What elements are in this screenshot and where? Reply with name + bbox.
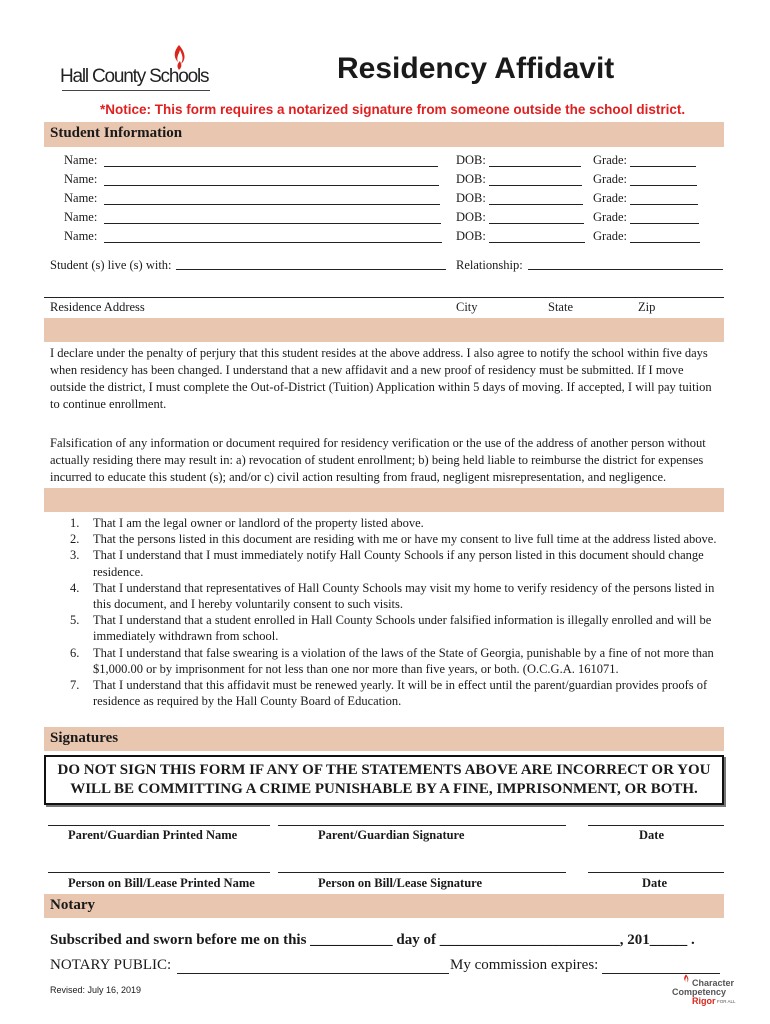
list-item: 1. That I am the legal owner or landlord of the property listed above. [70, 516, 424, 530]
grade-label: Grade: [593, 191, 628, 205]
logo-underline [62, 90, 210, 91]
grade-field[interactable] [630, 223, 699, 224]
grade-field[interactable] [630, 204, 698, 205]
student-info-band [44, 122, 724, 147]
dob-label: DOB: [456, 210, 486, 224]
name-label: Name: [64, 172, 98, 186]
date-label: Date [642, 876, 667, 890]
name-label: Name: [64, 229, 98, 243]
grade-label: Grade: [593, 210, 628, 224]
dob-field[interactable] [489, 185, 582, 186]
name-field[interactable] [104, 166, 438, 167]
date-field[interactable] [588, 872, 724, 873]
tagline-competency: Competency [672, 987, 727, 997]
footer-logo [668, 972, 738, 1008]
dob-field[interactable] [489, 204, 583, 205]
date-label: Date [639, 828, 664, 842]
dob-label: DOB: [456, 172, 486, 186]
page-title: Residency Affidavit [337, 52, 615, 85]
name-field[interactable] [104, 185, 439, 186]
live-with-field[interactable] [176, 269, 446, 270]
signatures-band [44, 727, 724, 751]
warning-box [44, 755, 724, 805]
warning-text: DO NOT SIGN THIS FORM IF ANY OF THE STATEMENTS ABOVE ARE INCORRECT OR YOU WILL BE COMMITTING A CRIME PUNISHABLE BY A FINE, IMPRISONMENT, OR BOTH. [57, 762, 711, 797]
dob-field[interactable] [489, 242, 585, 243]
logo [60, 44, 210, 92]
grade-field[interactable] [630, 185, 697, 186]
bill-signature-field[interactable] [278, 872, 566, 873]
list-item: 6. That I understand that false swearing is a violation of the laws of the State of Georgia, punishable by a fine of not more than $1,000.00 or by imprisonment for not less than one nor more than five years, or both. (O.C.G.A. 161071. [70, 645, 714, 676]
dob-field[interactable] [489, 223, 584, 224]
list-item: 4. That I understand that representatives of Hall County Schools may visit my home to verify residency of the persons listed in this document, and I hereby voluntarily consent to such visits. [70, 580, 715, 612]
tagline-character: Character [692, 978, 735, 988]
parent-printed-name-field[interactable] [48, 825, 270, 826]
dob-label: DOB: [456, 229, 486, 243]
dob-label: DOB: [456, 191, 486, 205]
bill-printed-name-label: Person on Bill/Lease Printed Name [68, 876, 255, 890]
tagline-rigor: Rigor [692, 996, 716, 1006]
notary-band [44, 894, 724, 918]
city-label: City [456, 300, 478, 314]
name-field[interactable] [104, 242, 442, 243]
statements-list [60, 515, 720, 709]
name-label: Name: [64, 153, 98, 167]
list-item: 2. That the persons listed in this document are residing with me or have my consent to live full time at the address listed above. [70, 532, 717, 547]
grade-field[interactable] [630, 166, 696, 167]
notary-public-field[interactable] [177, 973, 449, 974]
relationship-label: Relationship: [456, 258, 523, 272]
list-item: 5. That I understand that a student enrolled in Hall County Schools under falsified information is illegally enrolled and will be immediately withdrawn from school. [70, 613, 712, 644]
name-label: Name: [64, 191, 98, 205]
relationship-field[interactable] [528, 269, 723, 270]
name-field[interactable] [104, 223, 441, 224]
notice-text: *Notice: This form requires a notarized signature from someone outside the school district. [100, 102, 686, 117]
notary-public-label: NOTARY PUBLIC: [50, 957, 172, 973]
subscribed-line: Subscribed and sworn before me on this ___________ day of ________________________, 201_____ . [50, 932, 695, 948]
parent-signature-field[interactable] [278, 825, 566, 826]
flame-icon [682, 974, 690, 985]
residence-address-label: Residence Address [50, 300, 145, 314]
declaration-band [44, 318, 724, 342]
parent-signature-label: Parent/Guardian Signature [318, 828, 465, 842]
dob-field[interactable] [489, 166, 581, 167]
commission-label: My commission expires: [450, 957, 599, 973]
parent-printed-name-label: Parent/Guardian Printed Name [68, 828, 238, 842]
signatures-title: Signatures [50, 730, 119, 746]
date-field[interactable] [588, 825, 724, 826]
bill-printed-name-field[interactable] [48, 872, 270, 873]
statements-band [44, 488, 724, 512]
name-label: Name: [64, 210, 98, 224]
grade-label: Grade: [593, 153, 628, 167]
state-label: State [548, 300, 573, 314]
notary-title: Notary [50, 897, 95, 913]
list-item: 7. That I understand that this affidavit must be renewed yearly. It will be in effect until the parent/guardian provides proofs of residence as required by the Hall County Board of Education. [70, 678, 708, 709]
student-info-title: Student Information [50, 125, 183, 141]
address-field[interactable] [44, 297, 724, 298]
grade-field[interactable] [630, 242, 700, 243]
name-field[interactable] [104, 204, 440, 205]
bill-signature-label: Person on Bill/Lease Signature [318, 876, 483, 890]
declaration-paragraph: I declare under the penalty of perjury that this student resides at the above address. I also agree to notify the school within five days when residency has been changed. I understand that a new affidavit and a new proof of residency must be submitted. If I move outside the district, I must complete the Out-of-District (Tuition) Application within 5 days of moving. If accepted, I will pay tuition to continue enrollment. [50, 346, 712, 411]
live-with-label: Student (s) live (s) with: [50, 258, 172, 272]
dob-label: DOB: [456, 153, 486, 167]
falsification-paragraph: Falsification of any information or document required for residency verification or the use of the address of another person without actually residing there may result in: a) revocation of student enrollment; b) being held liable to reimburse the district for expenses incurred to educate this student (s); and/or c) civil action resulting from fraud, negligent misrepresentation, and negligence. [50, 436, 706, 484]
list-item: 3. That I understand that I must immediately notify Hall County Schools if any person listed in this document should change residence. [70, 548, 704, 579]
revised-date: Revised: July 16, 2019 [50, 985, 142, 995]
tagline-for-all: FOR ALL [717, 999, 736, 1004]
zip-label: Zip [638, 300, 656, 314]
grade-label: Grade: [593, 172, 628, 186]
logo-text: Hall County Schools [60, 66, 209, 87]
grade-label: Grade: [593, 229, 628, 243]
